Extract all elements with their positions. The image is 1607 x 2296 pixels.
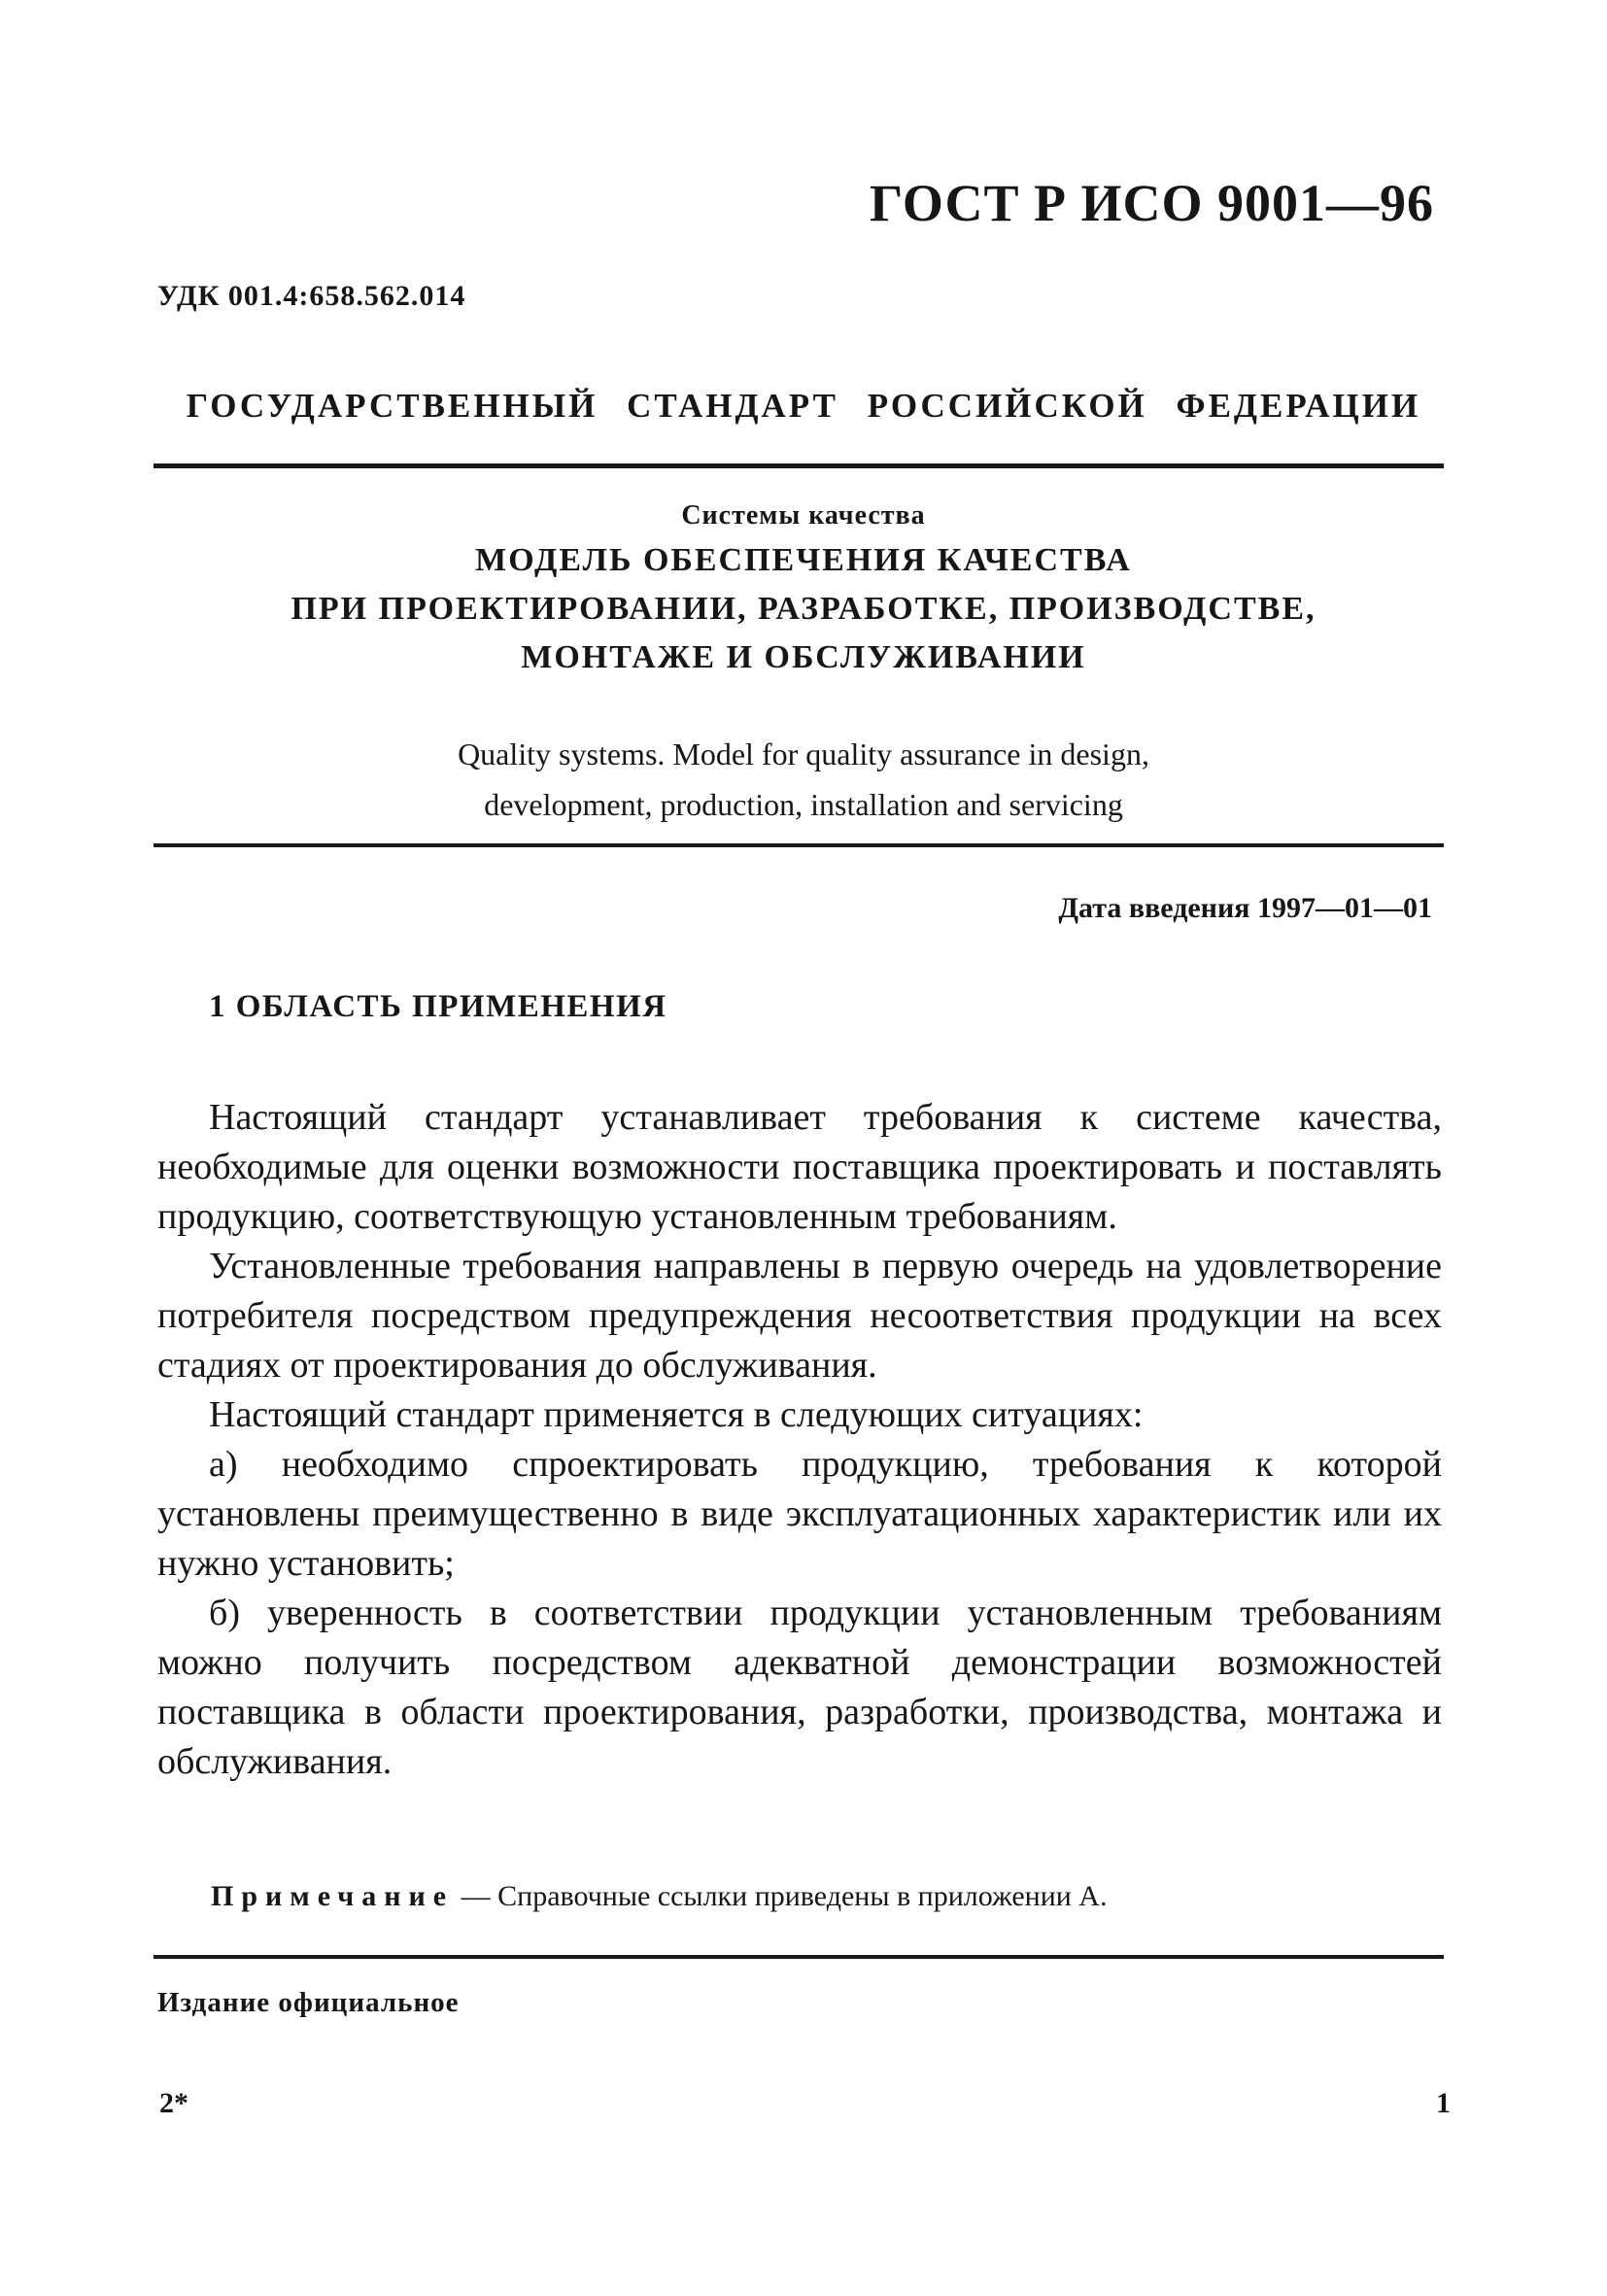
note-label: Примечание: [211, 1880, 455, 1912]
udk-code: УДК 001.4:658.562.014: [157, 280, 466, 312]
paragraph: Настоящий стандарт устанавливает требования к системе качества, необходимые для оценки возможности поставщика проектировать и поставлять продукцию, соответствующую установленным требованиям.: [157, 1097, 1442, 1237]
list-item: а) необходимо спроектировать продукцию, требования к которой установлены преимущественно в виде эксплуатационных характеристик или их нужно установить;: [157, 1444, 1442, 1584]
standard-number: ГОСТ Р ИСО 9001—96: [869, 174, 1434, 232]
title-subtitle: Системы качества: [681, 500, 926, 531]
section-body: [157, 1093, 1442, 1787]
english-title-line: Quality systems. Model for quality assurance in design,: [458, 737, 1149, 771]
signature-mark: 2*: [159, 2087, 188, 2119]
edition-label: Издание официальное: [157, 1987, 460, 2018]
page-number: 1: [1436, 2087, 1451, 2119]
title-divider: [154, 843, 1444, 847]
state-standard-heading: ГОСУДАРСТВЕННЫЙ СТАНДАРТ РОССИЙСКОЙ ФЕДЕРАЦИИ: [186, 387, 1421, 425]
english-title: [0, 729, 1607, 830]
top-divider: [154, 463, 1444, 468]
title-line: МОНТАЖЕ И ОБСЛУЖИВАНИИ: [521, 639, 1086, 675]
paragraph: Настоящий стандарт применяется в следующих ситуациях:: [209, 1394, 1144, 1435]
list-item: б) уверенность в соответствии продукции установленным требованиям можно получить посредством адекватной демонстрации возможностей поставщика в области проектирования, разработки, производства, монтажа и обслуживания.: [157, 1593, 1442, 1782]
english-title-line: development, production, installation and servicing: [484, 787, 1123, 822]
footer-divider: [154, 1955, 1444, 1959]
paragraph: Установленные требования направлены в первую очередь на удовлетворение потребителя посредством предупреждения несоответствия продукции на всех стадиях от проектирования до обслуживания.: [157, 1246, 1442, 1386]
title-line: ПРИ ПРОЕКТИРОВАНИИ, РАЗРАБОТКЕ, ПРОИЗВОДСТВЕ,: [291, 591, 1316, 627]
title-line: МОДЕЛЬ ОБЕСПЕЧЕНИЯ КАЧЕСТВА: [475, 542, 1132, 578]
section-heading: 1 ОБЛАСТЬ ПРИМЕНЕНИЯ: [209, 989, 667, 1024]
document-title: [0, 536, 1607, 682]
note-text: — Справочные ссылки приведены в приложении А.: [454, 1880, 1108, 1912]
introduction-date: Дата введения 1997—01—01: [1058, 892, 1432, 924]
note: [211, 1880, 1107, 1913]
